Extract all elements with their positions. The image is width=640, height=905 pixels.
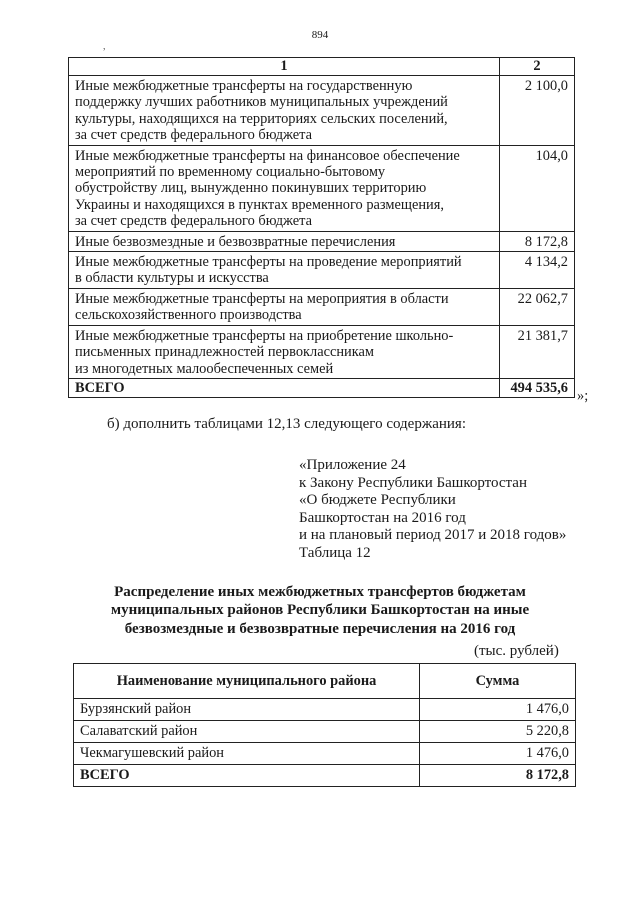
district-sum: 1 476,0 <box>420 699 576 721</box>
row-description <box>69 231 500 251</box>
appendix-line: к Закону Республики Башкортостан <box>299 474 527 491</box>
heading-line: безвозмездные и безвозвратные перечисления на 2016 год <box>124 620 516 637</box>
table-row <box>74 743 576 765</box>
total-value: 8 172,8 <box>420 765 576 787</box>
description-line: сельскохозяйственного производства <box>75 307 302 324</box>
district-name: Чекмагушевский район <box>74 743 420 765</box>
units-label: (тыс. рублей) <box>474 643 559 659</box>
description-line: Иные безвозмездные и безвозвратные перечисления <box>75 233 396 250</box>
appendix-line: «О бюджете Республики <box>299 492 456 509</box>
scan-mark: , <box>103 41 106 52</box>
heading-line: муниципальных районов Республики Башкортостан на иные <box>110 602 530 619</box>
row-description <box>69 76 500 146</box>
table-row <box>69 288 575 325</box>
description-line: Иные межбюджетные трансферты на приобретение школьно- <box>75 327 454 344</box>
column-header-district: Наименование муниципального района <box>74 664 420 699</box>
total-row <box>69 378 575 397</box>
description-line: из многодетных малообеспеченных семей <box>75 360 334 377</box>
table-row <box>69 325 575 378</box>
row-description <box>69 325 500 378</box>
transfers-table-continued <box>68 57 575 398</box>
row-value: 21 381,7 <box>500 325 575 378</box>
row-description <box>69 145 500 231</box>
table-number: Таблица 12 <box>299 544 371 561</box>
appendix-line: «Приложение 24 <box>299 457 406 473</box>
appendix-reference <box>299 457 566 563</box>
row-description <box>69 288 500 325</box>
description-line: Иные межбюджетные трансферты на мероприятия в области <box>75 290 449 307</box>
table-row <box>74 721 576 743</box>
table-row <box>69 231 575 251</box>
description-line: за счет средств федерального бюджета <box>75 213 313 230</box>
description-line: культуры, находящихся на территориях сельских поселений, <box>75 110 448 127</box>
appendix-line: и на плановый период 2017 и 2018 годов» <box>299 527 567 544</box>
row-value: 22 062,7 <box>500 288 575 325</box>
description-line: поддержку лучших работников муниципальных учреждений <box>75 94 448 111</box>
table-row <box>69 145 575 231</box>
table-row <box>74 699 576 721</box>
total-label: ВСЕГО <box>74 765 420 787</box>
column-header-sum: Сумма <box>420 664 576 699</box>
total-value: 494 535,6 <box>500 378 575 397</box>
description-line: Иные межбюджетные трансферты на проведение мероприятий <box>75 254 462 271</box>
page-number: 894 <box>311 29 329 41</box>
table-header-row <box>69 58 575 76</box>
closing-quote-mark: »; <box>577 388 589 404</box>
table-header-row <box>74 664 576 699</box>
description-line: письменных принадлежностей первоклассникам <box>75 344 375 361</box>
total-label: ВСЕГО <box>69 378 500 397</box>
description-line: в области культуры и искусства <box>75 270 269 287</box>
description-line: мероприятий по временному социально-бытовому <box>75 164 386 181</box>
district-sum: 5 220,8 <box>420 721 576 743</box>
amendment-paragraph: б) дополнить таблицами 12,13 следующего содержания: <box>107 416 466 432</box>
column-header-1: 1 <box>69 58 500 76</box>
table-heading <box>70 583 570 638</box>
description-line: обустройству лиц, вынужденно покинувших территорию <box>75 180 427 197</box>
table-row <box>69 252 575 289</box>
district-name: Бурзянский район <box>74 699 420 721</box>
heading-line: Распределение иных межбюджетных трансфертов бюджетам <box>114 584 526 600</box>
table-row <box>69 76 575 146</box>
row-value: 4 134,2 <box>500 252 575 289</box>
row-value: 8 172,8 <box>500 231 575 251</box>
appendix-line: Башкортостан на 2016 год <box>299 509 466 526</box>
district-sum: 1 476,0 <box>420 743 576 765</box>
district-distribution-table <box>73 663 576 787</box>
district-name: Салаватский район <box>74 721 420 743</box>
column-header-2: 2 <box>500 58 575 76</box>
total-row <box>74 765 576 787</box>
description-line: за счет средств федерального бюджета <box>75 127 313 144</box>
row-value: 2 100,0 <box>500 76 575 146</box>
description-line: Иные межбюджетные трансферты на государственную <box>75 78 413 94</box>
description-line: Украины и находящихся в пунктах временного размещения, <box>75 196 444 213</box>
description-line: Иные межбюджетные трансферты на финансовое обеспечение <box>75 147 460 164</box>
row-description <box>69 252 500 289</box>
row-value: 104,0 <box>500 145 575 231</box>
